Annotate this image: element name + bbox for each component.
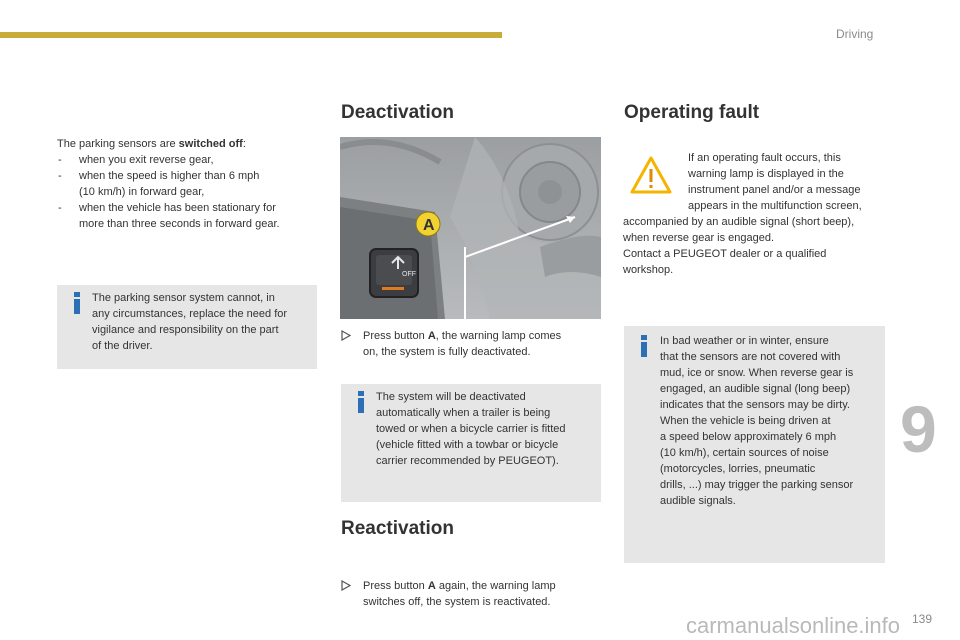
list-item: - when the speed is higher than 6 mph — [58, 170, 260, 182]
list-item: - when you exit reverse gear, — [58, 154, 214, 166]
watermark: carmanualsonline.info — [686, 613, 901, 638]
operating-fault-heading: Operating fault — [624, 102, 760, 123]
section-title: Driving — [836, 27, 874, 41]
step-arrow-icon — [341, 330, 351, 341]
deactivation-step: Press button A, the warning lamp comes on, the system is fully deactivated. — [341, 328, 625, 360]
warning-triangle-icon — [630, 155, 672, 195]
info-text: The system will be deactivated automatically when a trailer is being towed or when a bicycle carrier is fitted (vehicle fitted with a towbar or bicycle carrier recommended by PEUGEOT). — [376, 391, 566, 467]
list-item-continuation: (10 km/h) in forward gear, — [79, 186, 205, 198]
page-number: 139 — [912, 612, 933, 626]
info-box-weather — [624, 326, 885, 563]
info-box-trailer — [341, 384, 601, 502]
info-box-vigilance — [57, 285, 317, 369]
dashboard-illustration — [340, 137, 601, 319]
info-text: The parking sensor system cannot, in any circumstances, replace the need for vigilance and responsibility on the part of the driver. — [92, 292, 288, 352]
button-off-text: OFF — [402, 271, 416, 278]
fault-description: accompanied by an audible signal (short beep), when reverse gear is engaged. Contact a PEUGEOT dealer or a qualified workshop. — [623, 216, 855, 276]
info-icon — [67, 291, 87, 315]
info-icon — [351, 390, 371, 414]
list-item-continuation: more than three seconds in forward gear. — [79, 218, 280, 230]
header-accent-bar — [0, 32, 502, 38]
deactivation-heading: Deactivation — [341, 102, 454, 123]
info-icon — [634, 334, 654, 358]
switched-off-conditions — [57, 136, 322, 232]
fault-description-indented: If an operating fault occurs, this warning lamp is displayed in the instrument panel and/or a message appears in the multifunction screen, — [688, 152, 862, 212]
info-text: In bad weather or in winter, ensure that the sensors are not covered with mud, ice or snow. When reverse gear is engaged, an audible signal (long beep) indicates that the sensors may be dirty. When the vehicle is being driven at a speed below approximately 6 mph (10 km/h), certain sources of noise (motorcycles, lorries, pneumatic drills, ...) may trigger the parking sensor audible signals. — [660, 335, 854, 507]
reactivation-heading: Reactivation — [341, 518, 454, 539]
dashboard-button-photo — [340, 137, 601, 319]
step-arrow-icon — [341, 580, 351, 591]
chapter-number: 9 — [900, 392, 937, 466]
list-item: - when the vehicle has been stationary for — [58, 202, 276, 214]
reactivation-step: Press button A again, the warning lamp switches off, the system is reactivated. — [341, 578, 625, 610]
intro-line: The parking sensors are switched off: — [57, 138, 246, 150]
button-a-label: A — [423, 217, 435, 234]
